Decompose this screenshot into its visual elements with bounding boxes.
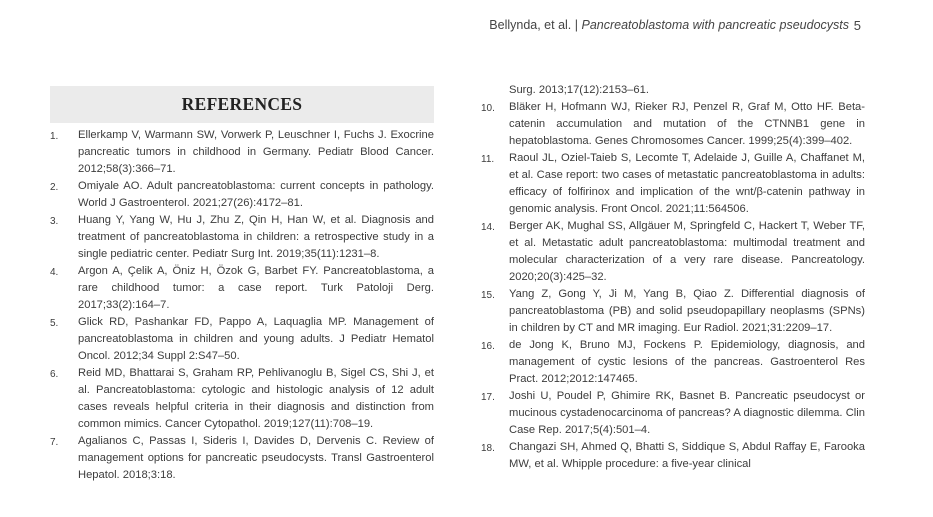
- reference-text: Reid MD, Bhattarai S, Graham RP, Pehlivanoglu B, Sigel CS, Shi J, et al. Pancreatoblastoma: cytologic and histologic analysis of 12 adult cases reveals helpful criteria in their diagnosis and distinction from common mimics. Cancer Cytopathol. 2019;127(11):708–19.: [78, 367, 434, 430]
- reference-number: 15.: [481, 290, 495, 301]
- reference-text: Raoul JL, Oziel-Taieb S, Lecomte T, Adelaide J, Guille A, Chaffanet M, et al. Case report: two cases of metastatic pancreatoblastoma in adults: efficacy of folfirinox and implication of the wnt/β-catenin pathway in genomic analysis. Front Oncol. 2021;11:564506.: [509, 152, 865, 215]
- reference-item: [481, 337, 865, 388]
- reference-number: 16.: [481, 341, 495, 352]
- reference-number: 11.: [481, 154, 495, 165]
- reference-item: [481, 99, 865, 150]
- reference-item: [481, 388, 865, 439]
- reference-number: 10.: [481, 103, 495, 114]
- header-short-title: Pancreatoblastoma with pancreatic pseudocysts: [581, 18, 849, 32]
- reference-item: [50, 314, 434, 365]
- references-left-column: [50, 127, 434, 484]
- reference-number: 14.: [481, 222, 495, 233]
- header-separator: |: [571, 18, 582, 32]
- reference-text: Glick RD, Pashankar FD, Pappo A, Laquaglia MP. Management of pancreatoblastoma in children and young adults. J Pediatr Hematol Oncol. 2012;34 Suppl 2:S47–50.: [78, 316, 434, 362]
- reference-text: Ellerkamp V, Warmann SW, Vorwerk P, Leuschner I, Fuchs J. Exocrine pancreatic tumors in childhood in Germany. Pediatr Blood Cancer. 2012;58(3):366–71.: [78, 129, 434, 175]
- reference-text: Changazi SH, Ahmed Q, Bhatti S, Siddique S, Abdul Raffay E, Farooka MW, et al. Whipple procedure: a five-year clinical: [509, 441, 865, 470]
- reference-text: Argon A, Çelik A, Öniz H, Özok G, Barbet FY. Pancreatoblastoma, a rare childhood tumor: a case report. Turk Patoloji Derg. 2017;33(2):164–7.: [78, 265, 434, 311]
- reference-number: 4.: [50, 267, 59, 278]
- reference-item: [50, 127, 434, 178]
- page-number: 5: [853, 18, 861, 33]
- reference-number: 17.: [481, 392, 495, 403]
- reference-continuation: Surg. 2013;17(12):2153–61.: [509, 84, 649, 96]
- reference-number: 18.: [481, 443, 495, 454]
- reference-text: Agalianos C, Passas I, Sideris I, Davides D, Dervenis C. Review of management options for pancreatic pseudocysts. Transl Gastroenterol Hepatol. 2018;3:18.: [78, 435, 434, 481]
- reference-text: Huang Y, Yang W, Hu J, Zhu Z, Qin H, Han W, et al. Diagnosis and treatment of pancreatoblastoma in children: a retrospective study in a single pediatric center. Pediatr Surg Int. 2019;35(11):1231–8.: [78, 214, 434, 260]
- reference-item: [481, 439, 865, 473]
- reference-number: 6.: [50, 369, 59, 380]
- reference-text: Omiyale AO. Adult pancreatoblastoma: current concepts in pathology. World J Gastroenterol. 2021;27(26):4172–81.: [78, 180, 434, 209]
- reference-number: 3.: [50, 216, 59, 227]
- reference-item: [50, 365, 434, 433]
- reference-text: Berger AK, Mughal SS, Allgäuer M, Springfeld C, Hackert T, Weber TF, et al. Metastatic adult pancreatoblastoma: multimodal treatment and molecular characterization of a very rare disease. Pancreatology. 2020;20(3):425–32.: [509, 220, 865, 283]
- reference-text: Bläker H, Hofmann WJ, Rieker RJ, Penzel R, Graf M, Otto HF. Beta-catenin accumulation and mutation of the CTNNB1 gene in hepatoblastoma. Genes Chromosomes Cancer. 1999;25(4):399–402.: [509, 101, 865, 147]
- references-right-column: [481, 82, 865, 473]
- reference-item: [481, 150, 865, 218]
- reference-item: [50, 212, 434, 263]
- reference-item: [481, 218, 865, 286]
- reference-number: 7.: [50, 437, 59, 448]
- reference-item: [481, 286, 865, 337]
- reference-item: [50, 178, 434, 212]
- reference-item: [50, 263, 434, 314]
- reference-text: Joshi U, Poudel P, Ghimire RK, Basnet B. Pancreatic pseudocyst or mucinous cystadenocarcinoma of pancreas? A diagnostic dilemma. Clin Case Rep. 2017;5(4):501–4.: [509, 390, 865, 436]
- references-heading: REFERENCES: [181, 94, 303, 114]
- reference-text: de Jong K, Bruno MJ, Fockens P. Epidemiology, diagnosis, and management of cystic lesions of the pancreas. Gastroenterol Res Pract. 2012;2012:147465.: [509, 339, 865, 385]
- reference-number: 5.: [50, 318, 59, 329]
- reference-number: 1.: [50, 131, 59, 142]
- reference-text: Yang Z, Gong Y, Ji M, Yang B, Qiao Z. Differential diagnosis of pancreatoblastoma (PB) and solid pseudopapillary neoplasms (SPNs) in children by CT and MR imaging. Eur Radiol. 2021;31:2209–17.: [509, 288, 865, 334]
- references-heading-box: [50, 86, 434, 123]
- header-authors: Bellynda, et al.: [489, 18, 572, 32]
- reference-item: [50, 433, 434, 484]
- running-header: [489, 18, 861, 33]
- reference-number: 2.: [50, 182, 59, 193]
